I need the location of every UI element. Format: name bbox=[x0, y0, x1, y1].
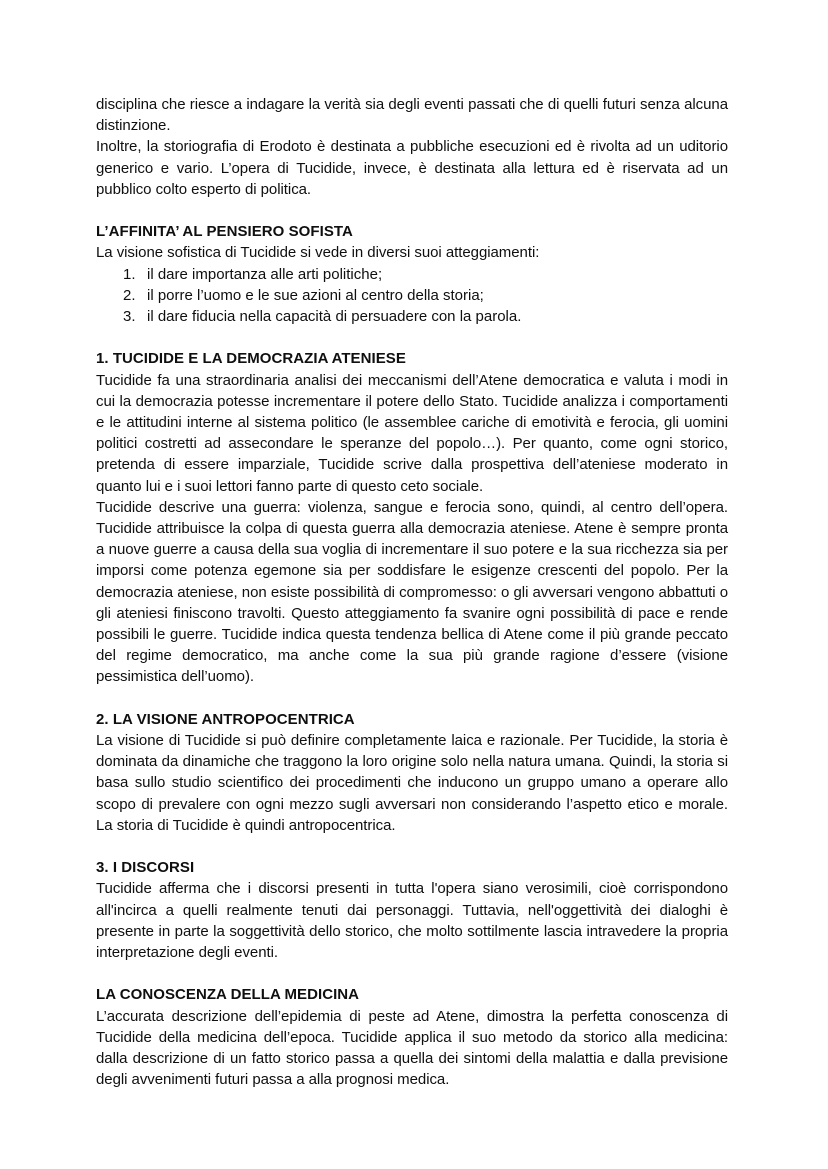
heading-conoscenza-della-medicina: LA CONOSCENZA DELLA MEDICINA bbox=[96, 986, 360, 1004]
paragraph-conoscenza-della-medicina: L’accurata descrizione dell’epidemia di peste ad Atene, dimostra la perfetta conoscenza di Tucidide della medicina dell’epoca. Tucidide applica il suo metodo da storico alla medicina: dalla descrizione di un fatto storico passa a quella dei sintomi della malattia e dalla previsione degli avvenimenti futuri passa a alla prognosi medica. bbox=[96, 1007, 728, 1089]
list-item bbox=[96, 285, 728, 306]
paragraph-visione-sofistica-intro: La visione sofistica di Tucidide si vede in diversi suoi atteggiamenti: bbox=[96, 244, 540, 262]
paragraph-democrazia-guerra: Tucidide descrive una guerra: violenza, sangue e ferocia sono, quindi, al centro dell’opera. Tucidide attribuisce la colpa di questa guerra alla democrazia ateniese. Atene è sempre pronta a nuove guerre a causa della sua voglia di incrementare il suo potere e la sua ricchezza sia per imporsi come potenza egemone sia per soddisfare le esigenze crescenti del popolo. Per la democrazia ateniese, non esiste possibilità di compromesso: o gli avversari vengono abbattuti o gli ateniesi finiscono travolti. Questo atteggiamento fa svanire ogni possibilità di pace e rende possibili le guerre. Tucidide indica questa tendenza bellica di Atene come il più grande peccato del regime democratico, ma anche come la sua più grande ragione d’essere (visione pessimistica dell’uomo). bbox=[96, 498, 728, 686]
paragraph-intro-continuation: disciplina che riesce a indagare la verità sia degli eventi passati che di quelli futuri senza alcuna distinzione. bbox=[96, 96, 728, 135]
heading-tucidide-democrazia-ateniese: 1. TUCIDIDE E LA DEMOCRAZIA ATENIESE bbox=[96, 350, 406, 368]
list-item-number: 1. bbox=[123, 265, 136, 283]
list-item-number: 3. bbox=[123, 308, 136, 326]
paragraph-democrazia-analisi: Tucidide fa una straordinaria analisi dei meccanismi dell’Atene democratica e valuta i modi in cui la democrazia potesse incrementare il potere dello Stato. Tucidide analizza i comportamenti e le attitudini interne al sistema politico (le assemblee cariche di emotività e ferocia, gli uomini politici costretti ad assecondare le speranze del popolo…). Per quanto, come ogni storico, pretenda di essere imparziale, Tucidide scrive dalla prospettiva dell’ateniese moderato in quanto lui e i suoi lettori fanno parte di questo ceto sociale. bbox=[96, 371, 728, 495]
paragraph-erodoto-tucidide: Inoltre, la storiografia di Erodoto è destinata a pubbliche esecuzioni ed è rivolta ad un uditorio generico e vario. L’opera di Tucidide, invece, è destinata alla lettura ed è riservata ad un pubblico colto esperto di politica. bbox=[96, 138, 728, 198]
list-item bbox=[96, 264, 728, 285]
heading-i-discorsi: 3. I DISCORSI bbox=[96, 859, 195, 877]
paragraph-visione-antropocentrica: La visione di Tucidide si può definire completamente laica e razionale. Per Tucidide, la storia è dominata da dinamiche che traggono la loro origine solo nella natura umana. Quindi, la storia si basa sullo studio scientifico dei procedimenti che inducono un gruppo umano a operare allo scopo di prevalere con ogni mezzo sugli avversari non considerando l’aspetto etico e morale. La storia di Tucidide è quindi antropocentrica. bbox=[96, 732, 728, 834]
list-item-label: il porre l’uomo e le sue azioni al centro della storia; bbox=[147, 286, 484, 304]
heading-visione-antropocentrica: 2. LA VISIONE ANTROPOCENTRICA bbox=[96, 710, 355, 728]
list-item bbox=[96, 306, 728, 327]
list-item-number: 2. bbox=[123, 286, 136, 304]
list-item-label: il dare importanza alle arti politiche; bbox=[147, 265, 383, 283]
heading-affinita-pensiero-sofista: L’AFFINITA’ AL PENSIERO SOFISTA bbox=[96, 223, 353, 241]
document-text-column bbox=[96, 94, 728, 1090]
list-item-label: il dare fiducia nella capacità di persuadere con la parola. bbox=[147, 308, 522, 326]
list-atteggiamenti-sofisti bbox=[96, 264, 728, 328]
paragraph-i-discorsi: Tucidide afferma che i discorsi presenti in tutta l'opera siano verosimili, cioè corrispondono all'incirca a quelli realmente tenuti dai personaggi. Tuttavia, nell'oggettività dei dialoghi è presente in parte la soggettività dello storico, che molto sottilmente lascia intravedere la propria interpretazione degli eventi. bbox=[96, 880, 728, 962]
